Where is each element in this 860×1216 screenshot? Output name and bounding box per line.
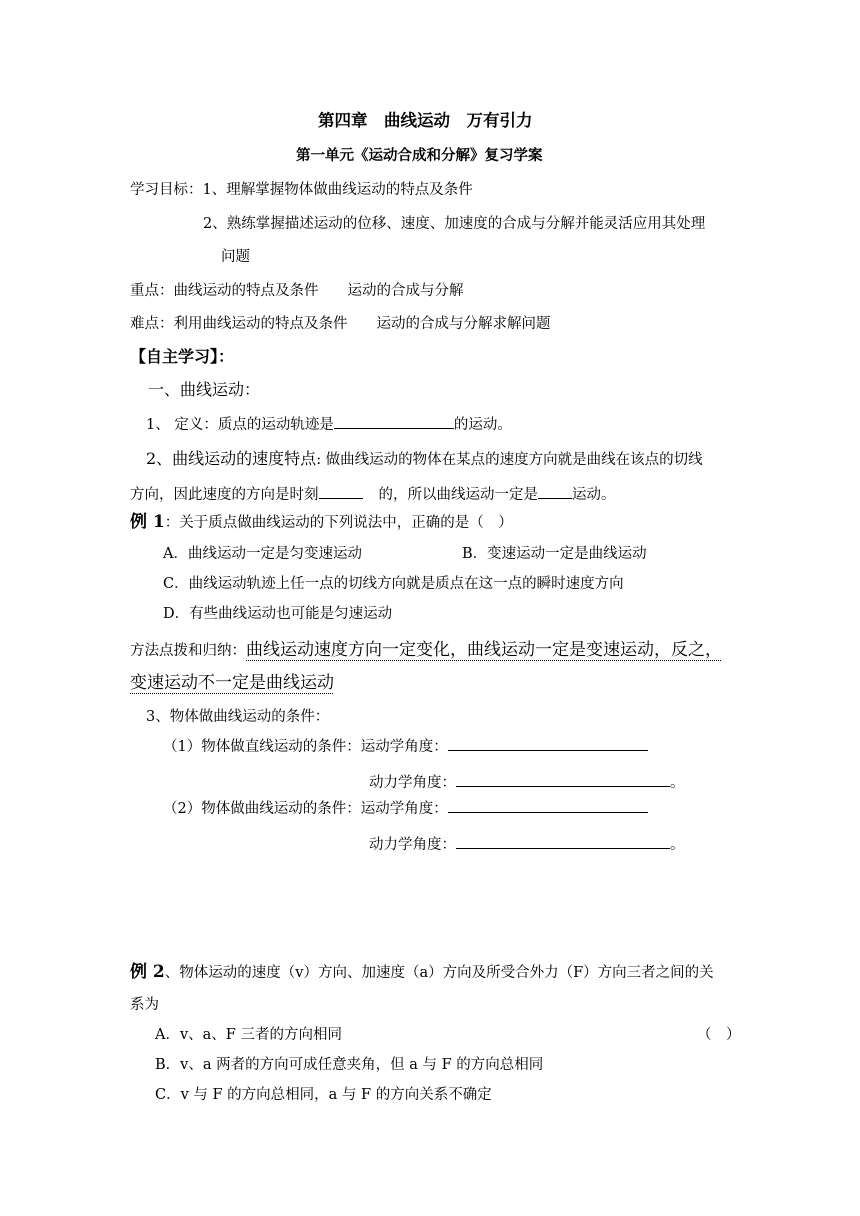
method-label: 方法点拨和归纳： [130, 643, 246, 659]
objective-item-2-continued: 问题 [221, 249, 250, 265]
definition-prefix: 1、 定义：质点的运动轨迹是 [146, 417, 334, 433]
example-2-option-a: A．v、a、F 三者的方向相同 [155, 1027, 342, 1043]
curve-dynamics-label: 动力学角度： [369, 837, 456, 853]
curve-kinematics-blank[interactable] [448, 798, 648, 813]
section-curve-motion: 一、曲线运动： [148, 380, 261, 399]
example-2-option-b: B．v、a 两者的方向可成任意夹角，但 a 与 F 的方向总相同 [155, 1057, 544, 1073]
difficulty: 难点：利用曲线运动的特点及条件 运动的合成与分解求解问题 [130, 316, 551, 332]
example-2-label: 例 2 [130, 962, 165, 982]
objective-item-2: 2、熟练掌握描述运动的位移、速度、加速度的合成与分解并能灵活应用其处理 [203, 216, 706, 232]
speed-cont-c: 运动。 [572, 487, 616, 503]
method-line-1 [130, 640, 722, 661]
period: 。 [670, 775, 685, 791]
definition-suffix: 的运动。 [453, 417, 512, 433]
speed-feature-line [146, 449, 703, 470]
example-2-question [130, 962, 714, 983]
page-subtitle: 第一单元《运动合成和分解》复习学案 [296, 147, 543, 164]
conditions-heading: 3、物体做曲线运动的条件： [146, 709, 330, 725]
example-1-question [130, 512, 513, 533]
example-1-text: ：关于质点做曲线运动的下列说法中，正确的是（ ） [164, 515, 513, 531]
speed-cont-a: 方向，因此速度的方向是时刻 [130, 487, 319, 503]
curve-kinematics-label: （2）物体做曲线运动的条件：运动学角度： [163, 801, 448, 817]
motion-type-blank[interactable] [538, 484, 572, 499]
direction-blank[interactable] [319, 484, 363, 499]
conditions-line-2 [369, 772, 685, 793]
method-text-1: 曲线运动速度方向一定变化，曲线运动一定是变速运动，反之， [246, 640, 722, 660]
straight-dynamics-blank[interactable] [456, 772, 670, 787]
speed-feature-continued [130, 484, 616, 505]
example-1-option-d: D．有些曲线运动也可能是匀速运动 [163, 606, 393, 622]
definition-line [146, 414, 512, 435]
method-text-2: 变速运动不一定是曲线运动 [130, 673, 334, 693]
page-title: 第四章 曲线运动 万有引力 [318, 111, 533, 130]
answer-parentheses: （ ） [697, 1027, 741, 1043]
straight-dynamics-label: 动力学角度： [369, 775, 456, 791]
objective-item-1: 1、理解掌握物体做曲线运动的特点及条件 [202, 182, 473, 198]
self-study-heading: 【自主学习】： [130, 347, 235, 366]
example-1-option-c: C．曲线运动轨迹上任一点的切线方向就是质点在这一点的瞬时速度方向 [163, 576, 624, 592]
objectives-line-1 [130, 180, 473, 200]
definition-blank[interactable] [334, 414, 454, 429]
example-1-label: 例 1 [130, 512, 165, 532]
speed-feature-label: 2、曲线运动的速度特点 [146, 449, 317, 468]
example-2-option-c: C．v 与 F 的方向总相同，a 与 F 的方向关系不确定 [155, 1087, 492, 1103]
example-2-text: 、物体运动的速度（v）方向、加速度（a）方向及所受合外力（F）方向三者之间的关 [164, 965, 714, 981]
conditions-line-1 [163, 736, 648, 757]
curve-dynamics-blank[interactable] [456, 834, 670, 849]
conditions-line-3 [163, 798, 648, 819]
conditions-line-4 [369, 834, 685, 855]
example-1-option-b: B．变速运动一定是曲线运动 [462, 546, 647, 562]
method-line-2 [130, 673, 334, 694]
key-point: 重点：曲线运动的特点及条件 运动的合成与分解 [130, 283, 464, 299]
speed-cont-b: 的，所以曲线运动一定是 [378, 487, 538, 503]
straight-kinematics-label: （1）物体做直线运动的条件：运动学角度： [163, 739, 448, 755]
example-2-question-continued: 系为 [130, 997, 159, 1013]
speed-feature-text: : 做曲线运动的物体在某点的速度方向就是曲线在该点的切线 [316, 452, 703, 468]
straight-kinematics-blank[interactable] [448, 736, 648, 751]
example-1-option-a: A．曲线运动一定是匀变速运动 [163, 546, 362, 562]
objectives-label: 学习目标： [130, 182, 203, 198]
period: 。 [670, 837, 685, 853]
